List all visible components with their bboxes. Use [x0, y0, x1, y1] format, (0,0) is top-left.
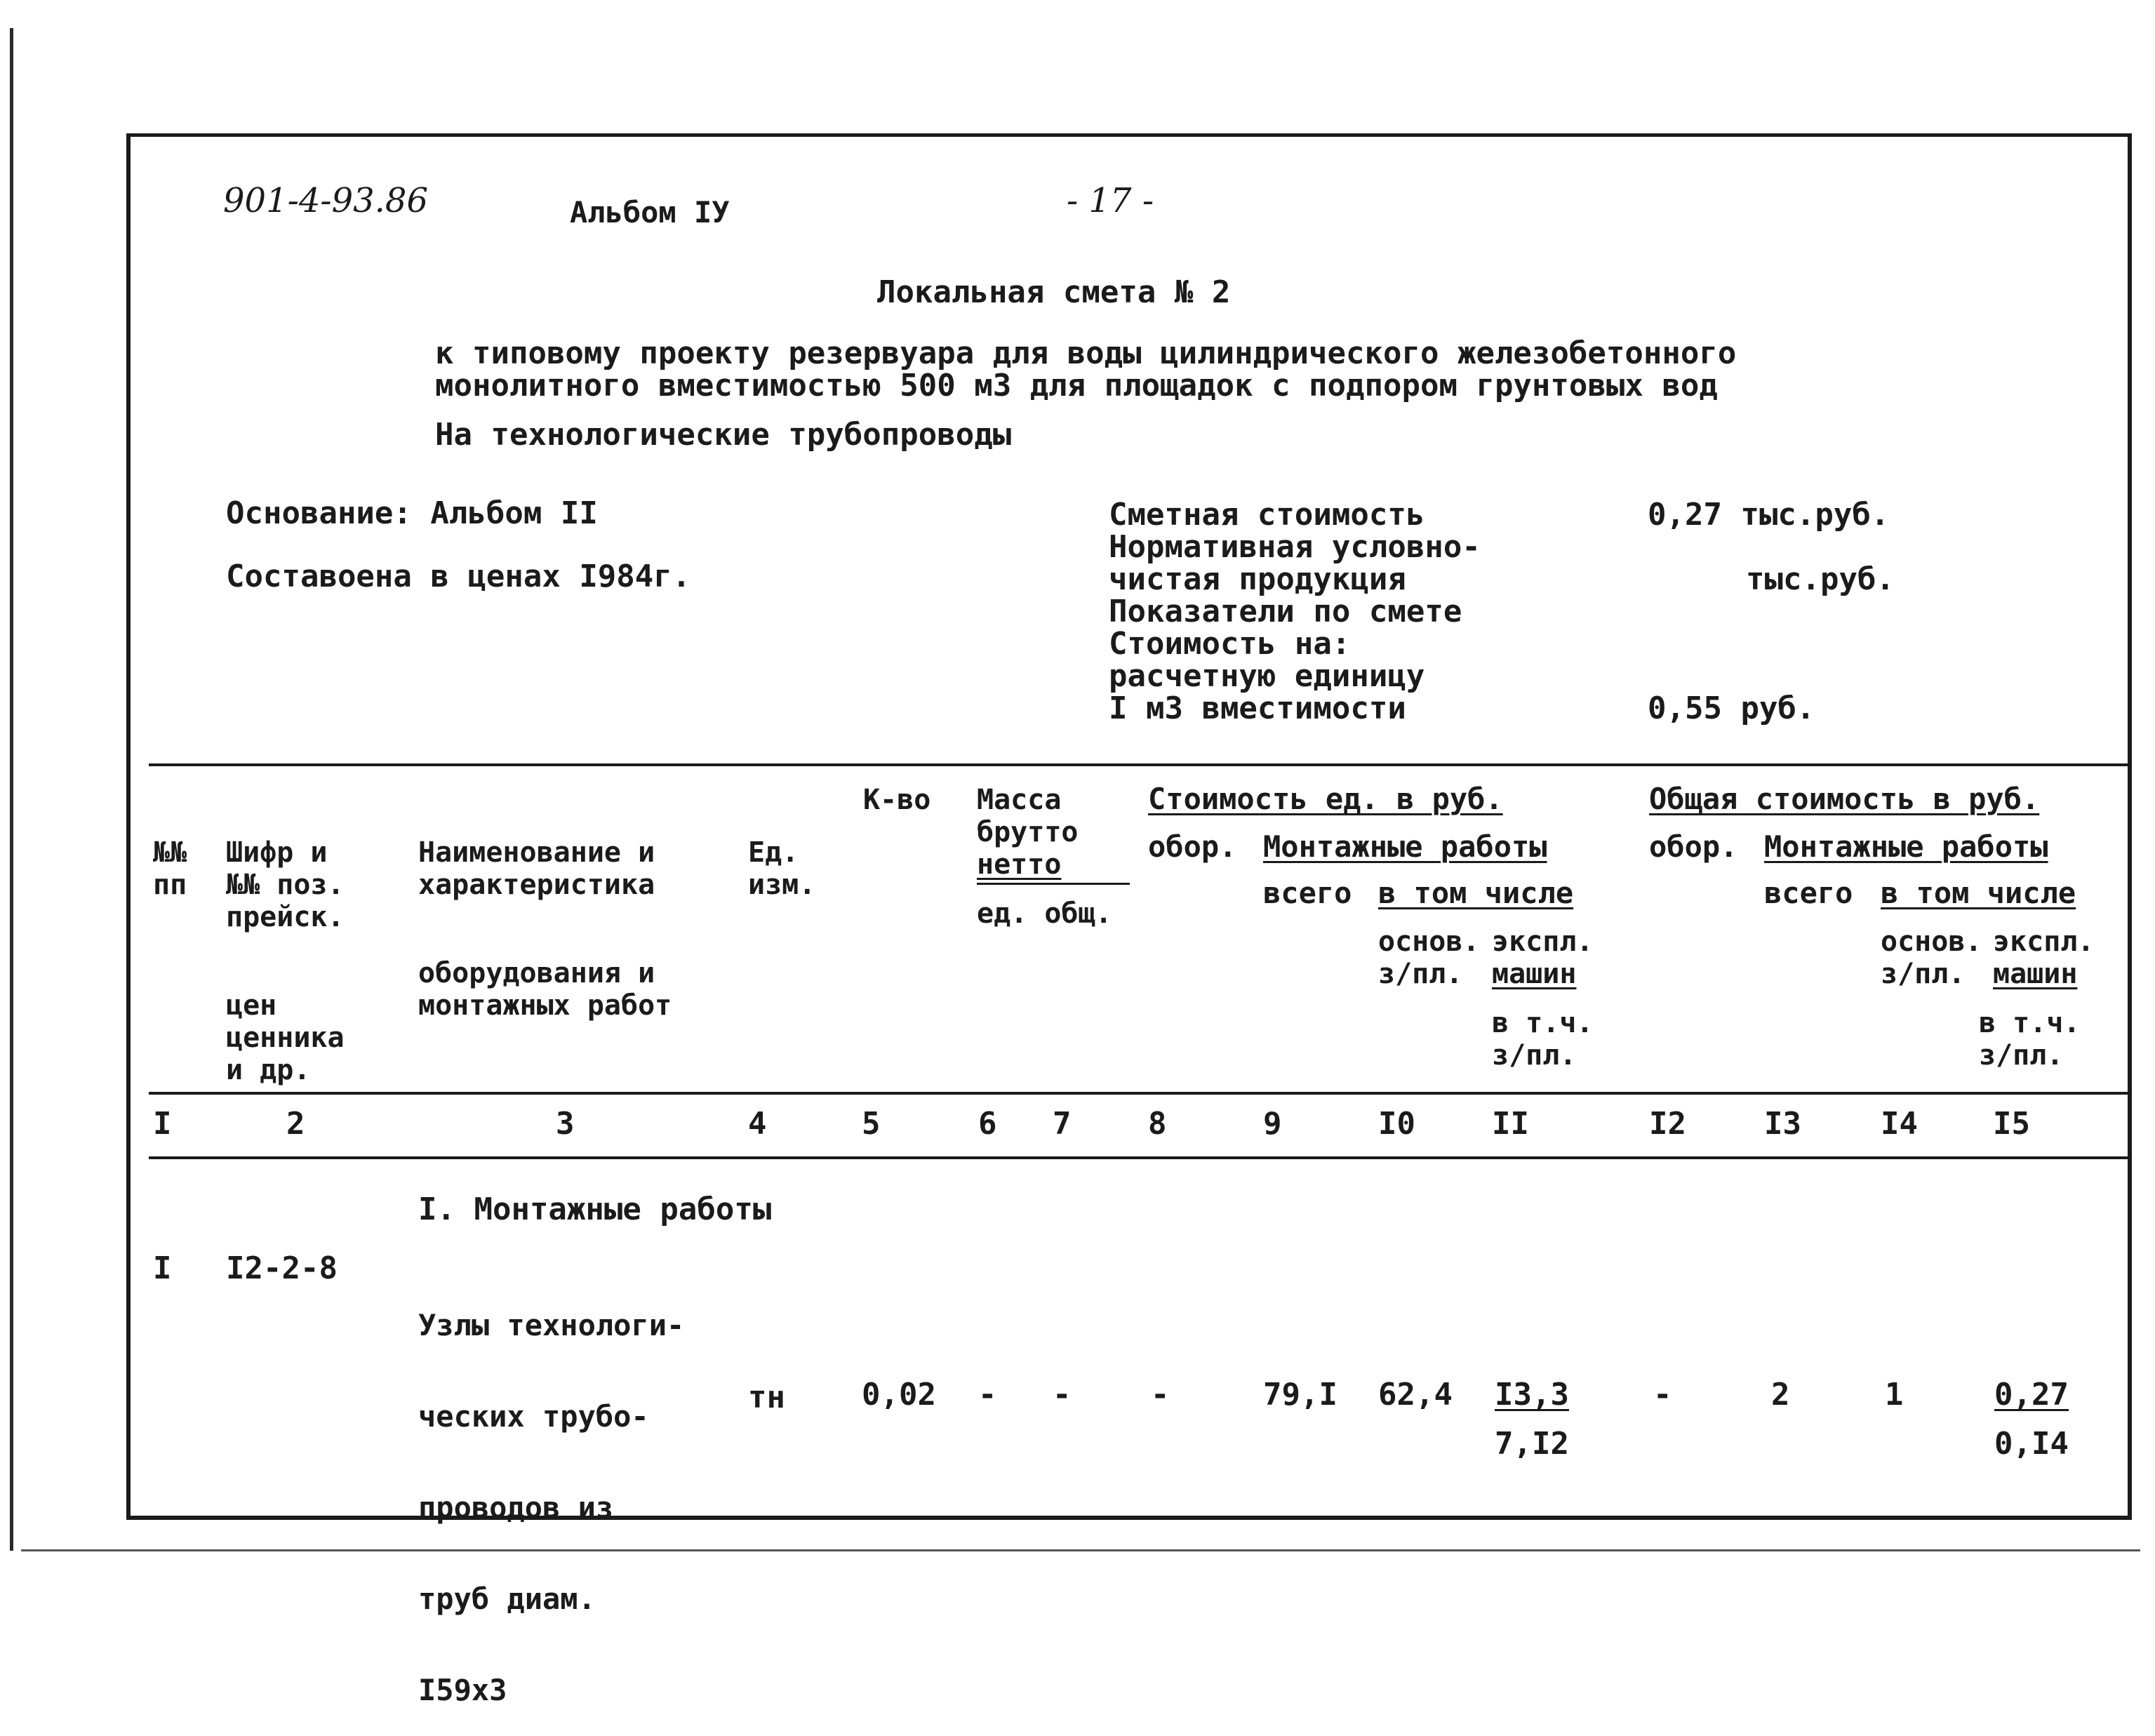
total-install-header: Монтажные работы — [1764, 829, 2048, 864]
section-title: I. Монтажные работы — [418, 1191, 772, 1227]
unit-incl-pay-1: в т.ч. — [1492, 1007, 1594, 1039]
norm-value: тыс.руб. — [1746, 561, 1895, 597]
col-3-header: Наименование и характеристика оборудования и монтажных работ — [418, 836, 672, 1022]
unit-label-2: I м3 вместимости — [1109, 690, 1406, 726]
indicators-label: Показатели по смете — [1109, 594, 1462, 629]
unit-value: 0,55 руб. — [1648, 690, 1815, 726]
mass-label: Масса — [977, 784, 1062, 816]
total-base-pay-2: з/пл. — [1881, 958, 1966, 990]
mass-net: нетто — [977, 848, 1062, 881]
page-number: - 17 - — [1067, 181, 1154, 220]
scan-edge-left — [10, 28, 13, 1551]
total-incl-pay-2: з/пл. — [1979, 1039, 2064, 1071]
col-4-header: Ед. изм. — [748, 836, 816, 901]
total-equip-header: обор. — [1649, 829, 1738, 864]
row-equip-total: - — [1653, 1377, 1672, 1413]
table-top-rule — [149, 763, 2129, 766]
row-machines-pay: 7,I2 — [1495, 1426, 1569, 1462]
scan-edge-bottom — [21, 1549, 2140, 1551]
unit-total-header: всего — [1263, 876, 1352, 910]
header-bottom-rule — [149, 1092, 2129, 1095]
row-install-sum: 2 — [1771, 1377, 1790, 1413]
mass-units: ед. общ. — [977, 897, 1112, 930]
row-install-total: 79,I — [1263, 1377, 1337, 1413]
estimate-heading: Локальная смета № 2 — [877, 274, 1231, 310]
total-total-header: всего — [1764, 876, 1853, 910]
cost-value: 0,27 тыс.руб. — [1648, 497, 1890, 533]
col-num-4: 4 — [748, 1106, 767, 1142]
col-num-2: 2 — [286, 1106, 305, 1142]
col-5-header: К-во — [863, 784, 931, 816]
row-mass-total: - — [1053, 1377, 1072, 1413]
col-1-header: №№ пп — [153, 836, 187, 901]
album-label: Альбом IУ — [570, 195, 730, 229]
total-base-pay-1: основ. — [1881, 926, 1982, 958]
subject-line-2: монолитного вместимостью 500 м3 для площадок с подпором грунтовых вод — [435, 368, 1718, 403]
numbers-bottom-rule — [149, 1156, 2129, 1159]
row-mass-unit: - — [978, 1377, 997, 1413]
total-incl-header: в том числе — [1881, 876, 2076, 910]
unit-incl-header: в том числе — [1378, 876, 1574, 910]
unit-incl-pay-2: з/пл. — [1492, 1039, 1577, 1071]
total-incl-pay-1: в т.ч. — [1979, 1007, 2081, 1039]
subject-line-1: к типовому проекту резервуара для воды цилиндрического железобетонного — [435, 335, 1737, 371]
unit-equip-header: обор. — [1148, 829, 1237, 864]
scope-line: На технологические трубопроводы — [435, 417, 1012, 453]
row-base-pay-sum: 1 — [1885, 1377, 1904, 1413]
col-num-6: 6 — [978, 1106, 997, 1142]
col-num-9: 9 — [1263, 1106, 1282, 1142]
row-base-pay: 62,4 — [1378, 1377, 1453, 1413]
unit-machines-1: экспл. — [1492, 926, 1594, 958]
row-qty: 0,02 — [862, 1377, 936, 1413]
norm-label-2: чистая продукция — [1109, 561, 1406, 597]
mass-gross: брутто — [977, 816, 1079, 848]
col-num-3: 3 — [556, 1106, 575, 1142]
row-machines-pay-sum: 0,I4 — [1994, 1426, 2069, 1462]
row-machines: I3,3 — [1495, 1377, 1569, 1413]
doc-code: 901-4-93.86 — [223, 181, 429, 220]
col-num-13: I3 — [1764, 1106, 1801, 1142]
row-equip-unit: - — [1151, 1377, 1170, 1413]
norm-label-1: Нормативная условно- — [1109, 529, 1481, 565]
col-2-header: Шифр и №№ поз. прейск. цен ценника и др. — [226, 836, 345, 1086]
mass-rule — [977, 883, 1130, 885]
col-num-1: I — [153, 1106, 172, 1142]
cost-label: Сметная стоимость — [1109, 497, 1425, 533]
row-num: I — [153, 1250, 172, 1286]
total-machines-1: экспл. — [1993, 926, 2095, 958]
unit-cost-header: Стоимость ед. в руб. — [1148, 782, 1503, 816]
col-num-14: I4 — [1881, 1106, 1918, 1142]
total-machines-2: машин — [1993, 958, 2078, 990]
row-unit: тн — [748, 1380, 785, 1415]
row-code: I2-2-8 — [226, 1250, 338, 1286]
col-num-5: 5 — [862, 1106, 881, 1142]
col-num-15: I5 — [1993, 1106, 2030, 1142]
col-num-8: 8 — [1148, 1106, 1167, 1142]
unit-install-header: Монтажные работы — [1263, 829, 1547, 864]
col-num-12: I2 — [1649, 1106, 1686, 1142]
unit-base-pay-1: основ. — [1378, 926, 1480, 958]
unit-label: расчетную единицу — [1109, 658, 1425, 694]
col-num-11: II — [1492, 1106, 1529, 1142]
col-num-7: 7 — [1053, 1106, 1072, 1142]
total-cost-header: Общая стоимость в руб. — [1649, 782, 2040, 816]
row-machines-sum: 0,27 — [1994, 1377, 2069, 1413]
prices-label: Составоена в ценах I984г. — [226, 559, 691, 594]
cost-per-label: Стоимость на: — [1109, 626, 1351, 662]
col-num-10: I0 — [1378, 1106, 1415, 1142]
unit-machines-2: машин — [1492, 958, 1577, 990]
unit-base-pay-2: з/пл. — [1378, 958, 1463, 990]
basis-label: Основание: Альбом II — [226, 495, 598, 531]
row-name: Узлы технологи- ческих трубо- проводов из труб диам. I59x3 — [418, 1308, 685, 1707]
